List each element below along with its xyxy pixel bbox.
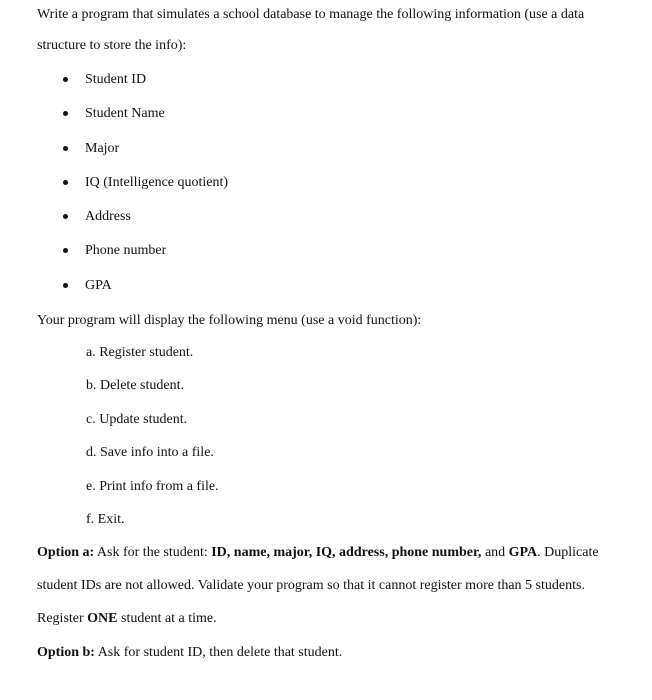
option-a-text-3: . Duplicate	[537, 545, 599, 560]
menu-item-exit: f. Exit.	[86, 512, 125, 527]
option-a-line-3-pre: Register	[37, 611, 88, 626]
menu-item-update: c. Update student.	[86, 412, 188, 427]
intro-line-2: structure to store the info):	[37, 38, 187, 53]
menu-item-register: a. Register student.	[86, 345, 194, 360]
intro-line-1: Write a program that simulates a school database to manage the following information (use a data	[37, 7, 585, 22]
menu-item-save: d. Save info into a file.	[86, 445, 214, 460]
bullet-icon	[63, 146, 68, 151]
option-a-label: Option a:	[37, 545, 95, 560]
field-label: Major	[85, 141, 120, 156]
bullet-icon	[63, 283, 68, 288]
bullet-icon	[63, 214, 68, 219]
field-label: Student ID	[85, 72, 147, 87]
field-label: IQ (Intelligence quotient)	[85, 175, 229, 190]
field-label: Address	[85, 209, 131, 224]
option-a-line-3-bold: ONE	[87, 611, 118, 626]
menu-item-delete: b. Delete student.	[86, 378, 184, 393]
menu-item-print: e. Print info from a file.	[86, 479, 219, 494]
bullet-icon	[63, 77, 68, 82]
bullet-icon	[63, 180, 68, 185]
option-a-line-2: student IDs are not allowed. Validate your program so that it cannot register more than 5 students.	[37, 578, 585, 593]
bullet-icon	[63, 248, 68, 253]
menu-intro: Your program will display the following menu (use a void function):	[37, 313, 422, 328]
option-a-bold-fields: ID, name, major, IQ, address, phone number,	[211, 545, 482, 560]
option-a-line-1	[37, 544, 599, 562]
option-a-text-1: Ask for the student:	[94, 545, 212, 560]
bullet-icon	[63, 111, 68, 116]
field-label: Phone number	[85, 243, 167, 258]
option-a-line-3	[37, 610, 217, 628]
option-b-text: Ask for student ID, then delete that student.	[94, 645, 343, 660]
option-a-text-2: and	[481, 545, 509, 560]
option-a-bold-gpa: GPA	[508, 545, 538, 560]
field-label: GPA	[85, 278, 112, 293]
option-b-line	[37, 644, 342, 662]
field-label: Student Name	[85, 106, 165, 121]
option-a-line-3-post: student at a time.	[117, 611, 217, 626]
option-b-label: Option b:	[37, 645, 95, 660]
